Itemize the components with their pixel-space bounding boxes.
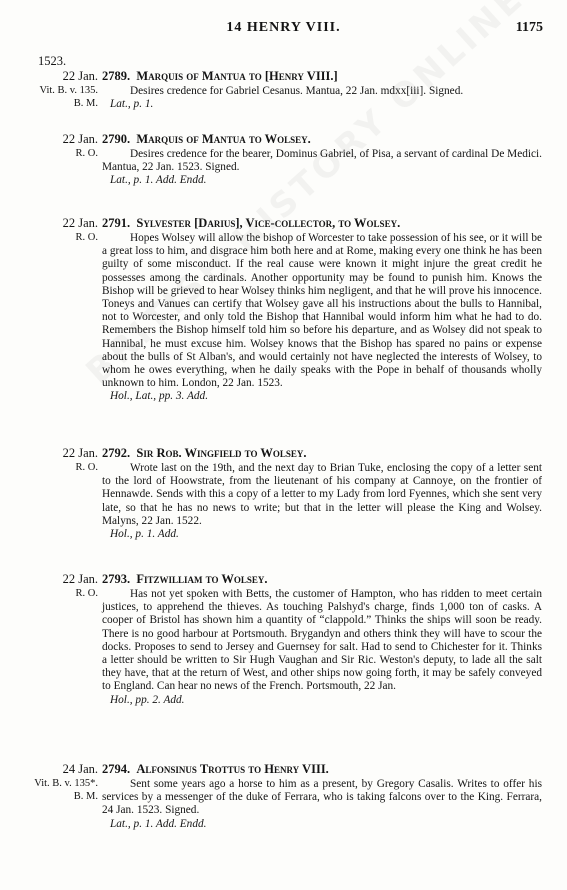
entry-correspondents: Marquis of Mantua to [Henry VIII.] xyxy=(136,69,338,83)
entry-number: 2789. xyxy=(102,69,131,83)
entry-margin xyxy=(0,216,98,244)
entry-margin xyxy=(0,762,98,803)
entry-reference: R. O. xyxy=(75,148,98,159)
year-label: 1523. xyxy=(38,54,67,68)
calendar-entry xyxy=(0,758,567,838)
entry-note: Hol., Lat., pp. 3. Add. xyxy=(110,390,209,403)
entry-correspondents: Sylvester [Darius], Vice-collector, to Wolsey. xyxy=(136,216,401,230)
entry-body xyxy=(102,442,542,541)
entry-reference: R. O. xyxy=(75,462,98,473)
entry-number: 2791. xyxy=(102,216,131,230)
entry-heading xyxy=(102,762,542,777)
entry-body xyxy=(102,568,542,707)
entry-body xyxy=(102,212,542,404)
calendar-entry xyxy=(0,128,567,212)
entry-heading xyxy=(102,216,542,231)
entry-margin xyxy=(0,446,98,474)
entry-correspondents: Marquis of Mantua to Wolsey. xyxy=(136,132,311,146)
entry-text: Has not yet spoken with Betts, the customer of Hampton, who has ridden to meet certain justices, to apprehend the thieves. As touching Palshyd's charge, finds 1,000 ton of casks. A cooper of Bristol has shown him a quantity of “clappold.” Thinks the ships will soon be ready. There is no good harbour at Portsmouth. Brygandyn and others think they will have to scour the docks. Proposes to send to Jersey and Guernsey for salt. Had to send to Chichester for it. Thinks a letter should be written to Sir Hugh Vaughan and Sir Ric. Weston's deputy, to lade all the salt they have, that at the return of West, and other ships now going forth, it may be safely conveyed to England. Can hear no news of the French. Portsmouth, 22 Jan. xyxy=(102,588,542,693)
entry-correspondents: Fitzwilliam to Wolsey. xyxy=(136,572,268,586)
calendar-entry xyxy=(0,212,567,442)
entry-note: Lat., p. 1. xyxy=(110,98,154,111)
entry-body xyxy=(102,128,542,188)
entry-body xyxy=(102,758,542,831)
calendar-entry xyxy=(0,568,567,758)
entry-text: Hopes Wolsey will allow the bishop of Worcester to take possession of his see, or it will be a great loss to him, and disgrace him both here and at Rome, making every one think he has been guilty of some misconduct. If the real cause were known it might injure the great credit he possesses among the cardinals. Another opportunity may be found to punish him. Knows the Bishop will be grieved to hear Wolsey thinks him negligent, and that he will prove his innocence. Toneys and Vanues can certify that Wolsey gave all his instructions about the bulls to Hannibal, not to Worcester, and only told the Bishop that Hannibal would inform him what he had to do. Remembers the Bishop himself told him so before his departure, and as Wolsey did not speak to Hannibal, he must excuse him. Wolsey knows that the Bishop has spared no pains or expense about the bulls of St Alban's, and would certainly not have neglected the interests of Wolsey, to whom he owes everything, when he daily speaks with the Pope in behalf of thousands wholly unknown to him. London, 22 Jan. 1523. xyxy=(102,232,542,390)
entry-date: 22 Jan. xyxy=(62,132,98,146)
entry-heading xyxy=(102,69,542,84)
entry-date: 24 Jan. xyxy=(62,762,98,776)
entry-heading xyxy=(102,132,542,147)
entry-reference: R. O. xyxy=(75,588,98,599)
entry-heading xyxy=(102,572,542,587)
entry-heading xyxy=(102,446,542,461)
entry-note: Lat., p. 1. Add. Endd. xyxy=(110,817,207,830)
entry-reference: B. M. xyxy=(73,791,98,802)
calendar-entry xyxy=(0,54,567,128)
page-number: 1175 xyxy=(515,20,543,35)
entry-correspondents: Sir Rob. Wingfield to Wolsey. xyxy=(136,446,307,460)
entry-margin xyxy=(0,572,98,600)
entry-note: Hol., p. 1. Add. xyxy=(110,528,179,541)
entry-text: Wrote last on the 19th, and the next day to Brian Tuke, enclosing the copy of a letter sent to the lord of Hoowstrate, from the lieutenant of his company at Cannoye, on the frontier of Hennawde. Sends with this a copy of a letter to my Lady from lord Fyennes, which she sent very late, so that he has no news to write; but that in the letter will please the King and Wolsey. Malyns, 22 Jan. 1522. xyxy=(102,462,542,527)
entries-list xyxy=(0,54,567,838)
entry-date: 22 Jan. xyxy=(62,216,98,230)
running-title: 14 HENRY VIII. xyxy=(226,20,341,35)
entry-number: 2793. xyxy=(102,572,131,586)
entry-text: Sent some years ago a horse to him as a present, by Gregory Casalis. Writes to offer his services by a messenger of the duke of Ferrara, who is taking falcons over to the King. Ferrara, 24 Jan. 1523. Signed. xyxy=(102,778,542,817)
entry-date: 22 Jan. xyxy=(62,69,98,83)
entry-text: Desires credence for the bearer, Dominus Gabriel, of Pisa, a servant of cardinal De Medici. Mantua, 22 Jan. 1523. Signed. xyxy=(102,148,542,174)
entry-text: Desires credence for Gabriel Cesanus. Mantua, 22 Jan. mdxx[iii]. Signed. xyxy=(130,85,464,97)
entry-note: Hol., pp. 2. Add. xyxy=(110,693,185,706)
entry-number: 2792. xyxy=(102,446,131,460)
calendar-entry xyxy=(0,442,567,568)
entry-margin xyxy=(0,132,98,160)
entry-number: 2794. xyxy=(102,762,131,776)
entry-reference: Vit. B. v. 135*. xyxy=(34,778,98,789)
entry-date: 22 Jan. xyxy=(62,446,98,460)
entry-reference: Vit. B. v. 135. xyxy=(39,85,98,96)
entry-margin xyxy=(0,54,98,110)
entry-body xyxy=(102,58,542,111)
running-header xyxy=(0,20,567,40)
entry-reference: R. O. xyxy=(75,232,98,243)
entry-reference: B. M. xyxy=(73,98,98,109)
entry-number: 2790. xyxy=(102,132,131,146)
entry-note: Lat., p. 1. Add. Endd. xyxy=(110,174,207,187)
entry-correspondents: Alfonsinus Trottus to Henry VIII. xyxy=(136,762,329,776)
entry-date: 22 Jan. xyxy=(62,572,98,586)
